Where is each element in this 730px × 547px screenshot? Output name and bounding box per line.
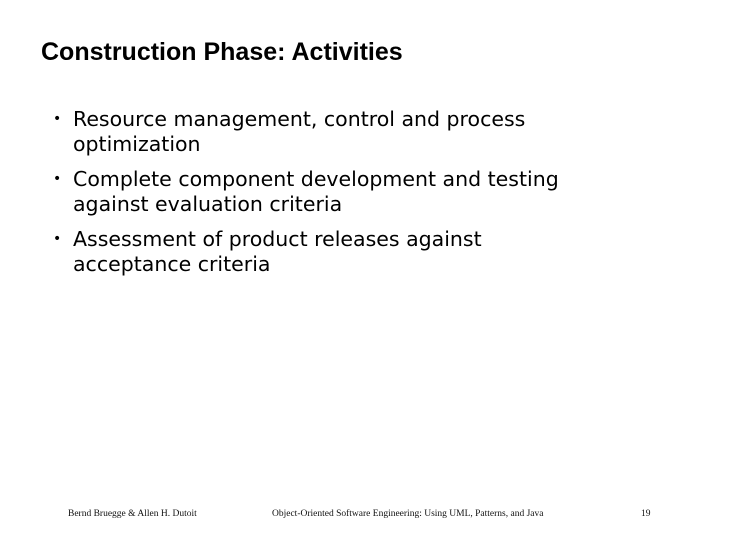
page-number: 19 <box>641 509 651 519</box>
bullet-glyph: • <box>53 231 62 247</box>
bullet-line: against evaluation criteria <box>73 192 343 216</box>
bullet-line: acceptance criteria <box>73 252 271 276</box>
slide-title: Construction Phase: Activities <box>41 38 403 66</box>
footer-book-title: Object-Oriented Software Engineering: Using UML, Patterns, and Java <box>272 509 544 519</box>
bullet-glyph: • <box>53 111 62 127</box>
bullet-item-release-assessment <box>53 227 693 277</box>
bullet-glyph: • <box>53 171 62 187</box>
bullet-line: Complete component development and testing <box>73 167 559 191</box>
bullet-line: Assessment of product releases against <box>73 227 482 251</box>
bullet-line: Resource management, control and process <box>73 107 526 131</box>
bullet-item-resource-management <box>53 107 693 157</box>
footer-authors: Bernd Bruegge & Allen H. Dutoit <box>68 509 197 519</box>
bullet-list <box>53 107 693 287</box>
bullet-item-component-development <box>53 167 693 217</box>
bullet-line: optimization <box>73 132 201 156</box>
